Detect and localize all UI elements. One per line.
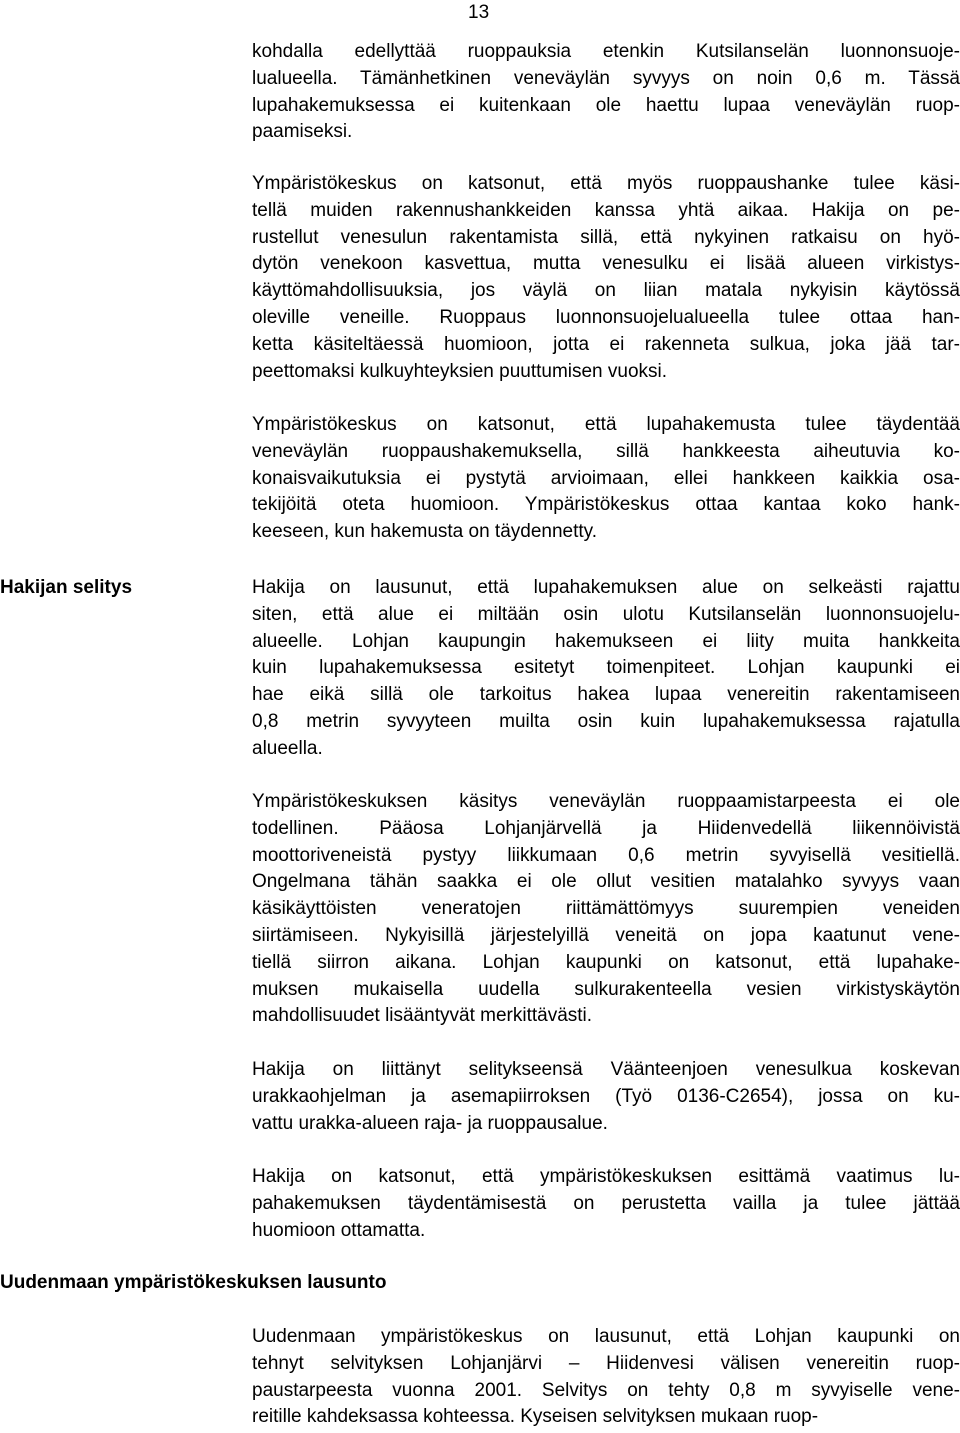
paragraph-2-line: Ympäristökeskus on katsonut, että myös ruoppaushanke tulee käsi- bbox=[252, 173, 960, 194]
paragraph-4-line: 0,8 metrin syvyyteen muilta osin kuin lupahakemuksessa rajatulla bbox=[252, 711, 960, 732]
paragraph-2-line: ketta käsiteltäessä huomioon, jotta ei rakenneta sulkua, joka jää tar- bbox=[252, 333, 960, 355]
paragraph-4-line: alueella. bbox=[252, 737, 323, 759]
paragraph-1-line: lualueella. Tämänhetkinen veneväylän syvyys on noin 0,6 m. Tässä bbox=[252, 67, 960, 89]
paragraph-2-line: dytön venekoon kasvettua, mutta venesulku ei lisää alueen virkistys- bbox=[252, 253, 960, 275]
paragraph-8-line: paustarpeesta vuonna 2001. Selvitys on tehty 0,8 m syvyiselle vene- bbox=[252, 1379, 960, 1401]
paragraph-6-line: Hakija on liittänyt selitykseensä Väänteenjoen venesulkua koskevan bbox=[252, 1059, 960, 1080]
section-heading-uudenmaan-lausunto: Uudenmaan ympäristökeskuksen lausunto bbox=[0, 1272, 387, 1293]
paragraph-4-line: siten, että alue ei miltään osin ulotu Kutsilanselän luonnonsuojelu- bbox=[252, 603, 960, 625]
paragraph-2-line: peettomaksi kulkuyhteyksien puuttumisen vuoksi. bbox=[252, 360, 668, 382]
paragraph-4-line: hae eikä sillä ole tarkoitus hakea lupaa venereitin rakentamiseen bbox=[252, 684, 960, 706]
paragraph-5-line: Ongelmana tähän saakka ei ole ollut vesitien matalahko syvyys vaan bbox=[252, 871, 960, 893]
paragraph-3-line: konaisvaikutuksia ei pystytä arvioimaan, ellei hankkeen kaikkia osa- bbox=[252, 467, 960, 489]
paragraph-2-line: tellä muiden rakennushankkeiden kanssa yhtä aikaa. Hakija on pe- bbox=[252, 199, 960, 221]
section-heading-hakijan-selitys: Hakijan selitys bbox=[0, 577, 133, 598]
paragraph-7-line: huomioon ottamatta. bbox=[252, 1219, 426, 1241]
paragraph-6-line: urakkaohjelman ja asemapiirroksen (Työ 0136-C2654), jossa on ku- bbox=[252, 1085, 960, 1107]
paragraph-3-line: keeseen, kun hakemusta on täydennetty. bbox=[252, 521, 598, 543]
paragraph-1-line: paamiseksi. bbox=[252, 121, 353, 143]
paragraph-4-line: Hakija on lausunut, että lupahakemuksen alue on selkeästi rajattu bbox=[252, 577, 960, 598]
paragraph-4-line: alueelle. Lohjan kaupungin hakemukseen ei liity muita hankkeita bbox=[252, 630, 960, 652]
paragraph-7-line: pahakemuksen täydentämisestä on perustetta vailla ja tulee jättää bbox=[252, 1192, 960, 1214]
paragraph-3-line: tekijöitä oteta huomioon. Ympäristökeskus ottaa kantaa koko hank- bbox=[252, 494, 960, 516]
paragraph-4-line: kuin lupahakemuksessa esitetyt toimenpiteet. Lohjan kaupunki ei bbox=[252, 657, 960, 679]
paragraph-5-line: todellinen. Pääosa Lohjanjärvellä ja Hiidenvedellä liikennöivistä bbox=[252, 817, 960, 839]
paragraph-3-line: Ympäristökeskus on katsonut, että lupahakemusta tulee täydentää bbox=[252, 414, 960, 435]
paragraph-5-line: muksen mukaisella uudella sulkurakenteella vesien virkistyskäytön bbox=[252, 978, 960, 1000]
paragraph-3-line: veneväylän ruoppaushakemuksella, sillä hankkeesta aiheutuvia ko- bbox=[252, 440, 960, 462]
paragraph-1-line: kohdalla edellyttää ruoppauksia etenkin Kutsilanselän luonnonsuoje- bbox=[252, 41, 960, 62]
paragraph-6-line: vattu urakka-alueen raja- ja ruoppausalue. bbox=[252, 1112, 608, 1134]
paragraph-8-line: tehnyt selvityksen Lohjanjärvi – Hiidenvesi välisen venereitin ruop- bbox=[252, 1352, 960, 1374]
paragraph-7-line: Hakija on katsonut, että ympäristökeskuksen esittämä vaatimus lu- bbox=[252, 1166, 960, 1187]
paragraph-8-line: reitille kahdeksassa kohteessa. Kyseisen selvityksen mukaan ruop- bbox=[252, 1406, 819, 1428]
paragraph-1-line: lupahakemuksessa ei kuitenkaan ole haettu lupaa veneväylän ruop- bbox=[252, 94, 960, 116]
paragraph-5-line: tiellä siirron aikana. Lohjan kaupunki on katsonut, että lupahake- bbox=[252, 951, 960, 973]
paragraph-5-line: Ympäristökeskuksen käsitys veneväylän ruoppaamistarpeesta ei ole bbox=[252, 791, 960, 812]
paragraph-2-line: käyttömahdollisuuksia, jos väylä on liian matala nykyisin käytössä bbox=[252, 280, 960, 302]
page-number: 13 bbox=[468, 2, 490, 23]
paragraph-5-line: siirtämiseen. Nykyisillä järjestelyillä veneitä on jopa kaatunut vene- bbox=[252, 925, 960, 946]
paragraph-5-line: käsikäyttöisten veneratojen riittämättömyys suurempien veneiden bbox=[252, 898, 960, 920]
paragraph-2-line: oleville veneille. Ruoppaus luonnonsuojelualueella tulee ottaa han- bbox=[252, 307, 960, 328]
paragraph-5-line: mahdollisuudet lisääntyvät merkittävästi. bbox=[252, 1005, 593, 1027]
paragraph-8-line: Uudenmaan ympäristökeskus on lausunut, että Lohjan kaupunki on bbox=[252, 1326, 960, 1347]
paragraph-2-line: rustellut venesulun rakentamista sillä, että nykyinen ratkaisu on hyö- bbox=[252, 226, 960, 248]
paragraph-5-line: moottoriveneistä pystyy liikkumaan 0,6 metrin syvyisellä vesitiellä. bbox=[252, 844, 960, 866]
